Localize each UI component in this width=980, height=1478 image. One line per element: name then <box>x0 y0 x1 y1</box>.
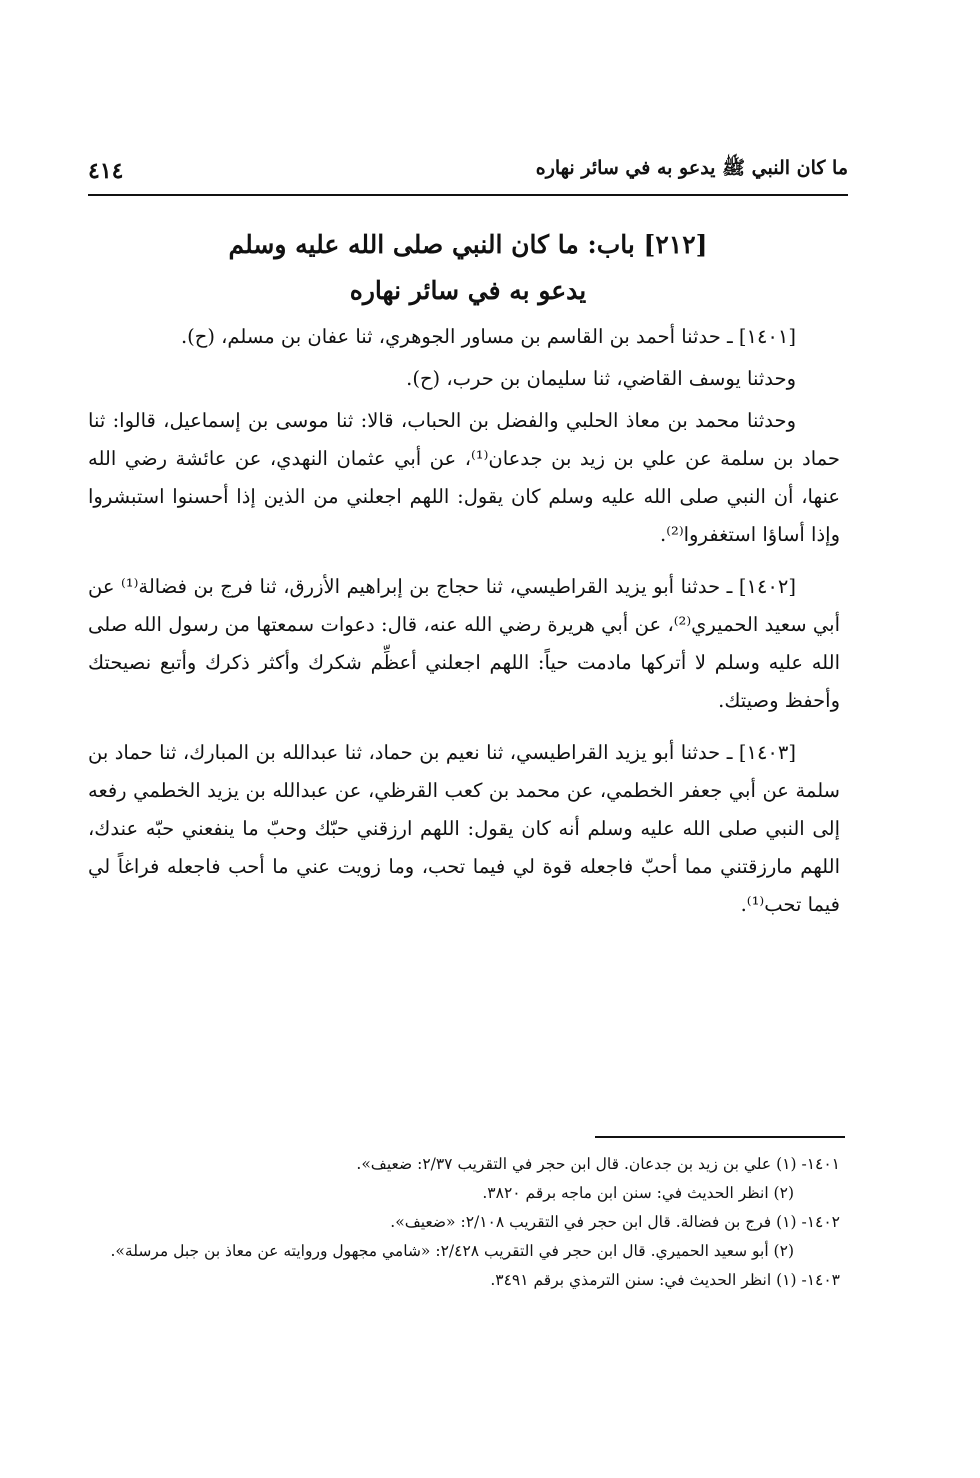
page-number: ٤١٤ <box>88 158 124 184</box>
page-header <box>88 148 848 196</box>
hadith-1401-chain-1: [١٤٠١] ـ حدثنا أحمد بن القاسم بن مساور الجوهري، ثنا عفان بن مسلم، (ح). <box>180 325 796 348</box>
footnotes <box>88 1150 840 1295</box>
footnote-1403-1: ١٤٠٣- (١) انظر الحديث في: سنن الترمذي برقم ٣٤٩١. <box>490 1271 840 1289</box>
footnote-1401-2: (٢) انظر الحديث في: سنن ابن ماجه برقم ٣٨٢٠. <box>482 1184 794 1202</box>
footnote-1402-2: (٢) أبو سعيد الحميري. قال ابن حجر في التقريب ٢/٤٢٨: «شامي مجهول وروايته عن معاذ بن جبل مرسلة». <box>110 1242 794 1260</box>
footnote-1401-1: ١٤٠١- (١) علي بن زيد بن جدعان. قال ابن حجر في التقريب ٢/٣٧: ضعيف». <box>356 1155 840 1173</box>
footnote-1402-1: ١٤٠٢- (١) فرج بن فضالة. قال ابن حجر في التقريب ٢/١٠٨: «ضعيف». <box>390 1213 840 1231</box>
chapter-heading <box>88 222 848 314</box>
hadith-1403: [١٤٠٣] ـ حدثنا أبو يزيد القراطيسي، ثنا نعيم بن حماد، ثنا عبدالله بن المبارك، ثنا حماد بن سلمة عن أبي جعفر الخطمي، عن محمد بن كعب القرظي، عن عبدالله بن يزيد الخطمي رفعه إلى النبي صلى الله عليه وسلم أنه كان يقول: اللهم ارزقني حبّك وحبّ ما ينفعني حبّه عندك، اللهم مارزقتني مما أحبّ فاجعله قوة لي فيما تحب، وما زويت عني ما أحب فاجعله فراغاً لي فيما تحب⁽¹⁾. <box>88 741 840 916</box>
hadith-1402: [١٤٠٢] ـ حدثنا أبو يزيد القراطيسي، ثنا حجاج بن إبراهيم الأزرق، ثنا فرج بن فضالة⁽¹⁾ عن أبي سعيد الحميري⁽²⁾، عن أبي هريرة رضي الله عنه، قال: دعوات سمعتها من رسول الله صلى الله عليه وسلم لا أتركها مادمت حياً: اللهم اجعلني أعظِّم شكرك وأكثر ذكرك وأتبع نصيحتك وأحفظ وصيتك. <box>88 575 840 712</box>
running-title: ما كان النبي ﷺ يدعو به في سائر نهاره <box>535 157 848 179</box>
footnote-separator <box>595 1136 845 1138</box>
hadith-1401-chain-2: وحدثنا يوسف القاضي، ثنا سليمان بن حرب، (ح). <box>406 367 796 390</box>
chapter-title-line-2: يدعو به في سائر نهاره <box>349 276 587 305</box>
hadith-1401-text: وحدثنا محمد بن معاذ الحلبي والفضل بن الحباب، قالا: ثنا موسى بن إسماعيل، قالوا: ثنا حماد بن سلمة عن علي بن زيد بن جدعان⁽¹⁾، عن أبي عثمان النهدي، عن عائشة رضي الله عنها، أن النبي صلى الله عليه وسلم كان يقول: اللهم اجعلني من الذين إذا أحسنوا استبشروا وإذا أساؤا استغفروا⁽²⁾. <box>88 409 840 546</box>
main-text <box>88 318 840 938</box>
chapter-title-line-1: [٢١٢] باب: ما كان النبي صلى الله عليه وسلم <box>228 230 708 259</box>
